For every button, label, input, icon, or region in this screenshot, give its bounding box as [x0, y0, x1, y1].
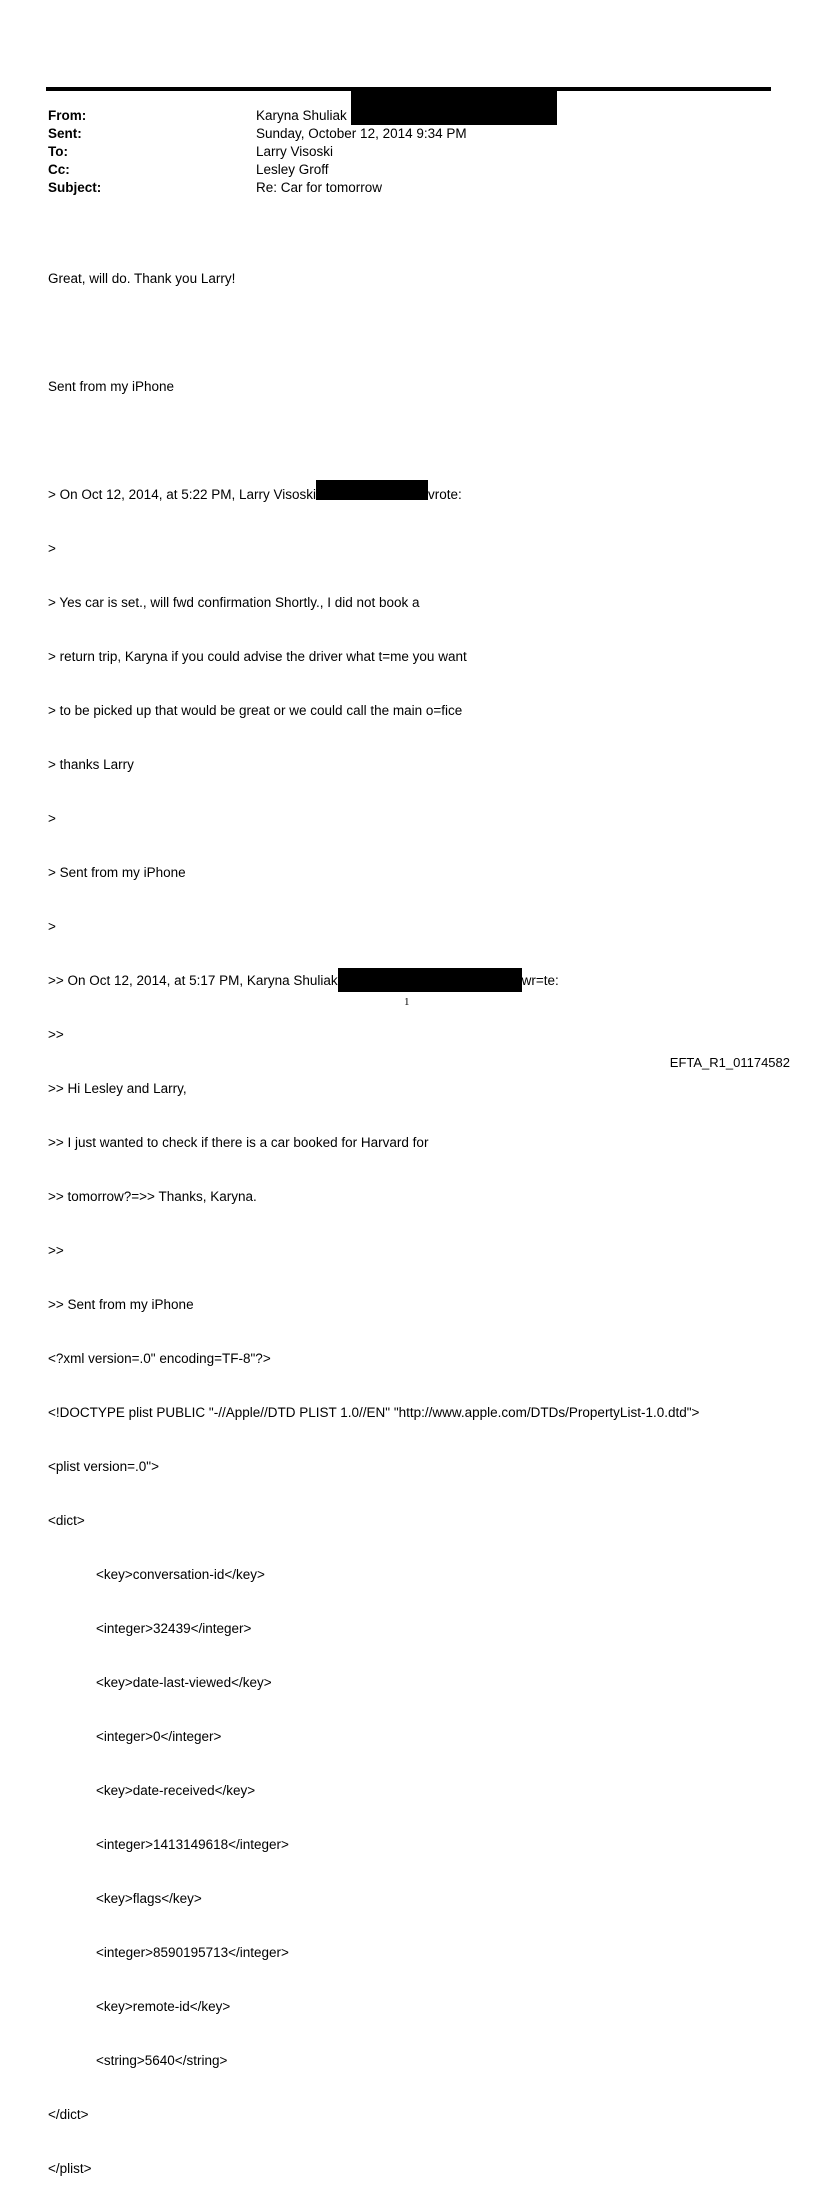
xml-line: <key>conversation-id</key>	[96, 1567, 265, 1582]
body-line: Sent from my iPhone	[48, 379, 175, 394]
sent-label: Sent:	[48, 126, 82, 141]
subject-row	[48, 179, 557, 197]
email-body	[48, 234, 699, 2196]
xml-line: <integer>8590195713</integer>	[96, 1945, 289, 1960]
redaction-box	[338, 968, 522, 992]
xml-line: <plist version=.0">	[48, 1459, 159, 1474]
xml-line: <integer>1413149618</integer>	[96, 1837, 289, 1852]
quote-header-line	[48, 972, 699, 990]
quote-header-text: >> On Oct 12, 2014, at 5:17 PM, Karyna Shuliak	[48, 973, 338, 988]
body-line: >	[48, 919, 56, 934]
body-line: >> tomorrow?=>> Thanks, Karyna.	[48, 1189, 257, 1204]
from-value: Karyna Shuliak	[256, 108, 347, 123]
body-line: > Yes car is set., will fwd confirmation Shortly., I did not book a	[48, 595, 420, 610]
cc-value: Lesley Groff	[256, 162, 329, 177]
email-header	[48, 107, 557, 197]
subject-value: Re: Car for tomorrow	[256, 180, 383, 195]
body-line: >>	[48, 1243, 64, 1258]
xml-line: <?xml version=.0" encoding=TF-8"?>	[48, 1351, 271, 1366]
body-line: >> Hi Lesley and Larry,	[48, 1081, 187, 1096]
to-label: To:	[48, 144, 68, 159]
quote-header-tail: vrote:	[428, 487, 462, 502]
page-number: 1	[404, 996, 410, 1008]
body-line: > thanks Larry	[48, 757, 134, 772]
quote-header-line	[48, 486, 699, 504]
xml-line: </plist>	[48, 2161, 92, 2176]
to-row	[48, 143, 557, 161]
cc-label: Cc:	[48, 162, 70, 177]
xml-line: <integer>0</integer>	[96, 1729, 222, 1744]
xml-line: </dict>	[48, 2107, 89, 2122]
from-row	[48, 107, 557, 125]
xml-line: <key>date-received</key>	[96, 1783, 256, 1798]
body-line: >>	[48, 1027, 64, 1042]
redaction-box	[316, 480, 428, 500]
body-line: > to be picked up that would be great or we could call the main o=fice	[48, 703, 463, 718]
sent-row	[48, 125, 557, 143]
to-value: Larry Visoski	[256, 144, 334, 159]
body-line: >	[48, 811, 56, 826]
sent-value: Sunday, October 12, 2014 9:34 PM	[256, 126, 467, 141]
xml-line: <key>remote-id</key>	[96, 1999, 231, 2014]
subject-label: Subject:	[48, 180, 102, 195]
cc-row	[48, 161, 557, 179]
xml-line: <dict>	[48, 1513, 85, 1528]
xml-line: <!DOCTYPE plist PUBLIC "-//Apple//DTD PLIST 1.0//EN" "http://www.apple.com/DTDs/PropertyList-1.0.dtd">	[48, 1405, 700, 1420]
body-line: > Sent from my iPhone	[48, 865, 186, 880]
body-line: >> Sent from my iPhone	[48, 1297, 194, 1312]
body-line: Great, will do. Thank you Larry!	[48, 271, 236, 286]
quote-header-tail: wr=te:	[521, 973, 559, 988]
body-line: >	[48, 541, 56, 556]
xml-line: <string>5640</string>	[96, 2053, 228, 2068]
redaction-box	[351, 89, 557, 125]
xml-line: <key>date-last-viewed</key>	[96, 1675, 272, 1690]
body-line: > return trip, Karyna if you could advise the driver what t=me you want	[48, 649, 467, 664]
from-label: From:	[48, 108, 87, 123]
xml-line: <integer>32439</integer>	[96, 1621, 252, 1636]
body-line: >> I just wanted to check if there is a car booked for Harvard for	[48, 1135, 429, 1150]
quote-header-text: > On Oct 12, 2014, at 5:22 PM, Larry Visoski	[48, 487, 317, 502]
document-id: EFTA_R1_01174582	[669, 1055, 790, 1070]
xml-line: <key>flags</key>	[96, 1891, 202, 1906]
